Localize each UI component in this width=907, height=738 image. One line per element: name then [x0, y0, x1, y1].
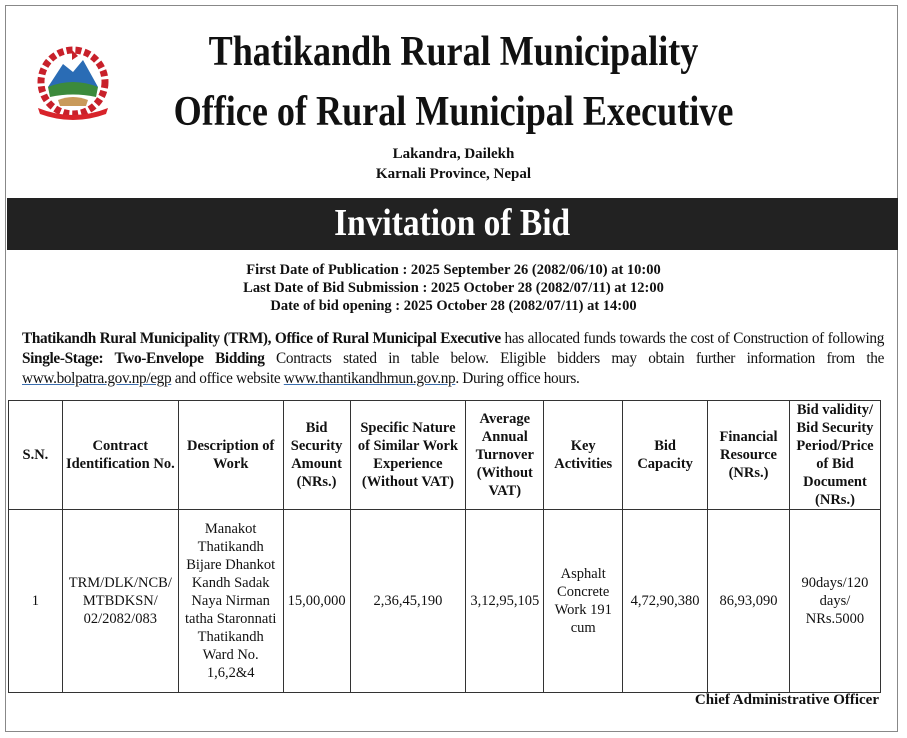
intro-bold: Thatikandh Rural Municipality (TRM), Office of Rural Municipal Executive: [22, 330, 501, 347]
column-header: Average Annual Turnover (Without VAT): [466, 401, 544, 510]
cell-sn: 1: [9, 510, 63, 693]
cell-key-activities: Asphalt Concrete Work 191 cum: [544, 510, 623, 693]
address-line: Lakandra, Dailekh: [392, 146, 515, 162]
bolpatra-link[interactable]: www.bolpatra.gov.np/egp: [22, 370, 172, 387]
intro-text: Contracts stated in table below. Eligible bidders may obtain further information from the: [264, 350, 885, 367]
contracts-table: [8, 400, 881, 693]
cell-similar-work: 2,36,45,190: [350, 510, 466, 693]
dates: [0, 261, 907, 315]
column-header: Specific Nature of Similar Work Experience (Without VAT): [350, 401, 466, 510]
municipality-title: Thatikandh Rural Municipality: [208, 29, 699, 75]
column-header: Financial Resource (NRs.): [708, 401, 790, 510]
signature: Chief Administrative Officer: [694, 692, 879, 708]
cell-contract-id: TRM/DLK/NCB/ MTBDKSN/ 02/2082/083: [62, 510, 178, 693]
cell-bid-capacity: 4,72,90,380: [623, 510, 708, 693]
banner: [7, 198, 898, 250]
intro-paragraph: [22, 329, 884, 389]
intro-bold: Single-Stage: Two-Envelope Bidding: [22, 350, 265, 367]
address: [0, 144, 907, 184]
publication-date: First Date of Publication : 2025 September 26 (2082/06/10) at 10:00: [246, 262, 661, 278]
intro-text: and office website: [171, 370, 284, 387]
column-header: Bid Capacity: [623, 401, 708, 510]
office-website-link[interactable]: www.thantikandhmun.gov.np: [283, 370, 456, 387]
column-header: Bid Security Amount (NRs.): [283, 401, 350, 510]
column-header: Key Activities: [544, 401, 623, 510]
office-title: Office of Rural Municipal Executive: [173, 89, 734, 135]
cell-bid-validity: 90days/120 days/ NRs.5000: [789, 510, 880, 693]
cell-description: Manakot Thatikandh Bijare Dhankot Kandh Sadak Naya Nirman tatha Staronnati Thatikandh Ward No. 1,6,2&4: [178, 510, 283, 693]
table-row: [9, 510, 881, 693]
intro-text: has allocated funds towards the cost of Construction of following: [500, 330, 884, 347]
cell-financial-resource: 86,93,090: [708, 510, 790, 693]
address-line: Karnali Province, Nepal: [375, 166, 532, 182]
cell-turnover: 3,12,95,105: [466, 510, 544, 693]
banner-title: Invitation of Bid: [334, 202, 571, 244]
submission-deadline: Last Date of Bid Submission : 2025 October 28 (2082/07/11) at 12:00: [243, 280, 664, 296]
intro-text: . During office hours.: [455, 370, 580, 387]
column-header: Contract Identification No.: [62, 401, 178, 510]
column-header: Description of Work: [178, 401, 283, 510]
column-header: S.N.: [9, 401, 63, 510]
opening-date: Date of bid opening : 2025 October 28 (2082/07/11) at 14:00: [270, 298, 637, 314]
table-header-row: [9, 401, 881, 510]
cell-bid-security: 15,00,000: [283, 510, 350, 693]
column-header: Bid validity/ Bid Security Period/Price of Bid Document (NRs.): [789, 401, 880, 510]
